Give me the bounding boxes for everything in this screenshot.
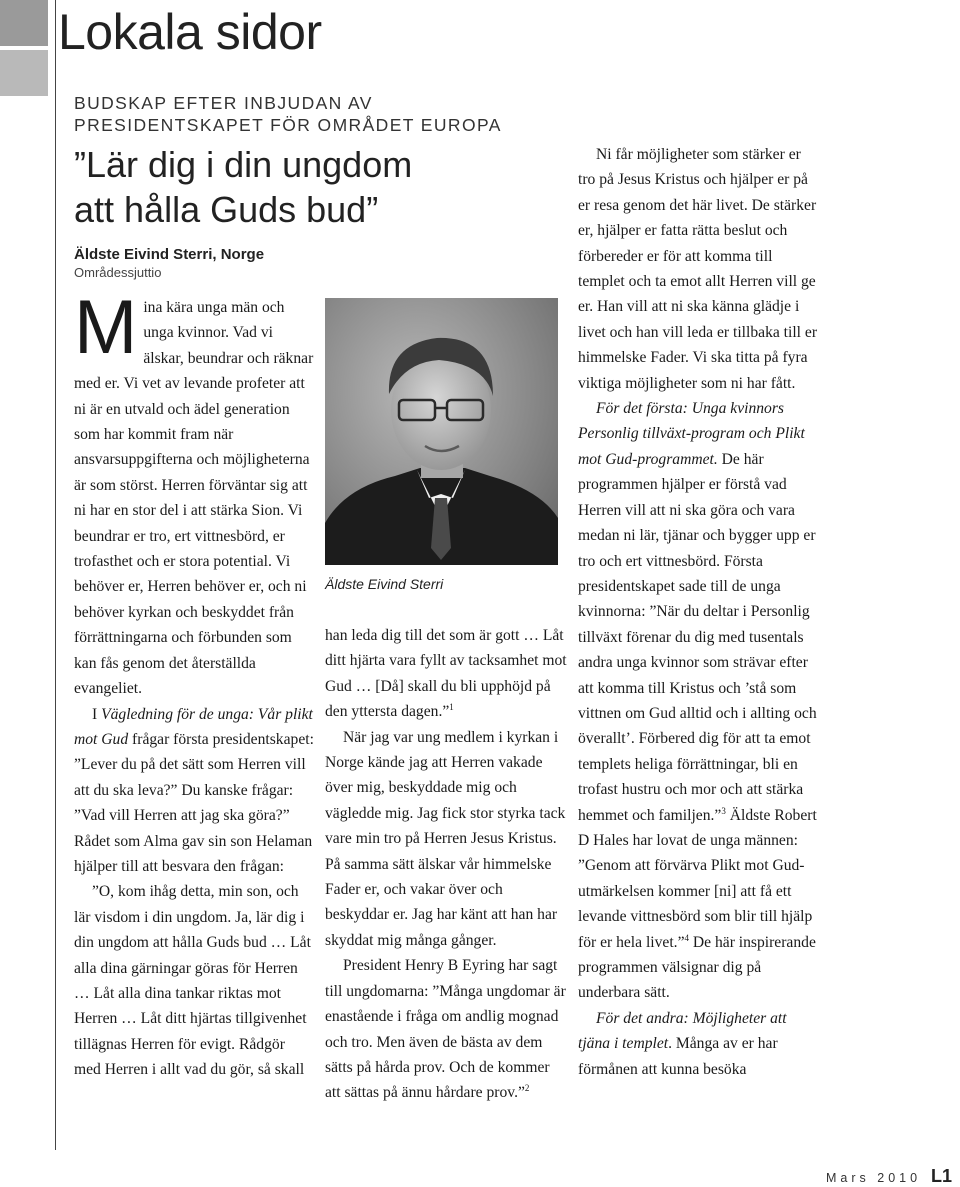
footnote-ref: 4 [684, 932, 689, 943]
paragraph: För det andra: Möjligheter att tjäna i templet. Många av er har förmånen att kunna besöka [578, 1009, 787, 1078]
text-column-2 [325, 623, 567, 1106]
section-title: Lokala sidor [58, 4, 322, 60]
paragraph: han leda dig till det som är gott … Låt ditt hjärta vara fyllt av tacksamhet mot Gud … [Då] skall du bli upphöjd på den yttersta dagen.”$^1$ [325, 627, 567, 721]
headline-line-2: att hålla Guds bud” [74, 189, 379, 230]
footnote-ref: 1 [449, 702, 454, 713]
paragraph: Ni får möjligheter som stärker er tro på Jesus Kristus och hjälper er på er resa genom det här livet. De stärker er, hjälper er fatta rätta beslut och förbereder er för att komma till templet och ta emot allt Herren vill ge er. Han vill att ni ska känna glädje i livet och han vill leda er tillbaka till er himmelske Fader. Vi ska titta på fyra viktiga möjligheter som ni har fått. [578, 146, 818, 392]
footer-issue-date: Mars 2010 [826, 1171, 922, 1185]
italic-subheading: För det andra: Möjligheter att tjäna i templet [578, 1009, 787, 1053]
decor-square-second [0, 50, 48, 96]
article-kicker: BUDSKAP EFTER INBJUDAN AV PRESIDENTSKAPET FÖR OMRÅDET EUROPA [74, 93, 502, 135]
text-column-1 [74, 285, 314, 1083]
decor-square-top [0, 0, 48, 46]
author-role: Områdessjuttio [74, 265, 162, 280]
paragraph-opening: Mina kära unga män och unga kvinnor. Vad vi älskar, beundrar och räknar med er. Vi vet av levande profeter att ni är en utvald och ädel generation som har kommit fram när ansvarsuppgifterna och möjligheterna är som störst. Herren förväntar sig att ni har en stor del i att stärka Sion. Vi beundrar er tro, ert vittnesbörd, er trofasthet och er stora potential. Vi behöver er, Herren behöver er, och ni behöver kyrkan och beskyddet från förrättningarna och förbunden som kan fås genom det återställda evangeliet. [74, 285, 314, 698]
portrait-image [325, 298, 558, 565]
paragraph: För det första: Unga kvinnors Personlig tillväxt-program och Plikt mot Gud-programmet. De här programmen hjälper er förstå vad Herren vill att ni ska göra och vara medan ni lär, tjänar och bygger upp er tro och ert vittnesbörd. Första presidentskapet sade till de unga kvinnorna: ”När du deltar i Personlig tillväxt förenar du dig med tusentals andra unga kvinnor som strävar efter att komma till Kristus och ’stå som vittnen om Gud alltid och i allting och överallt’. Förbered dig för att ta emot templets heliga förrättningar, bli en trofast hustru och mor och att stärka hemmet och familjen.”$^3$ Äldste Robert D Hales har lovat de unga männen: ”Genom att förvärva Plikt mot Gud-utmärkelsen kommer [ni] att få ett levande vittnesbörd som blir till hjälp för er hela livet.”$^4$ De här inspirerande programmen välsignar dig på underbara sätt. [578, 400, 817, 1002]
paragraph: President Henry B Eyring har sagt till ungdomarna: ”Många ungdomar är enastående i fråga om andlig mognad och tro. Men även de bästa av dem sätts på hårda prov. Och de kommer att sättas på ännu hårdare prov.”$^2$ [325, 957, 566, 1102]
margin-rule [55, 0, 56, 1150]
photo-caption: Äldste Eivind Sterri [325, 576, 444, 592]
italic-subheading: För det första: Unga kvinnors Personlig tillväxt-program och Plikt mot Gud-programmet. [578, 400, 805, 468]
drop-cap: M [74, 285, 138, 370]
quote-paragraph: ”O, kom ihåg detta, min son, och lär visdom i din ungdom. Ja, lär dig i din ungdom att hålla Guds bud … Låt alla dina gärningar göras för Herren … Låt alla dina tankar riktas mot Herren … Låt ditt hjärtas tillgivenhet tillägnas Herren för evigt. Rådgör med Herren i allt vad du gör, så skall [74, 883, 311, 1079]
text-column-3 [578, 142, 818, 1082]
italic-title: Vägledning för de unga: Vår plikt mot Gud [74, 705, 313, 748]
article-headline [74, 142, 494, 232]
headline-line-1: ”Lär dig i din ungdom [74, 144, 413, 185]
paragraph: I Vägledning för de unga: Vår plikt mot Gud frågar första presidentskapet: ”Lever du på det sätt som Herren vill att du ska leva?” Du kanske frågar: ”Vad vill Herren att jag ska göra?” Rådet som Alma gav sin son Helaman hjälper till att besvara den frågan: [74, 705, 314, 875]
author-name: Äldste Eivind Sterri, Norge [74, 246, 265, 263]
footnote-ref: 3 [721, 805, 726, 816]
page-number: L1 [931, 1166, 953, 1186]
footnote-ref: 2 [524, 1083, 530, 1094]
paragraph: När jag var ung medlem i kyrkan i Norge kände jag att Herren vakade över mig, beskyddade mig och vägledde mig. Jag fick stor styrka tack vare min tro på Herren Jesus Kristus. På samma sätt älskar vår himmelske Fader er, och vakar över och beskyddar er. Jag har känt att han har skyddat mig många gånger. [325, 728, 566, 949]
author-portrait-photo [325, 298, 558, 565]
